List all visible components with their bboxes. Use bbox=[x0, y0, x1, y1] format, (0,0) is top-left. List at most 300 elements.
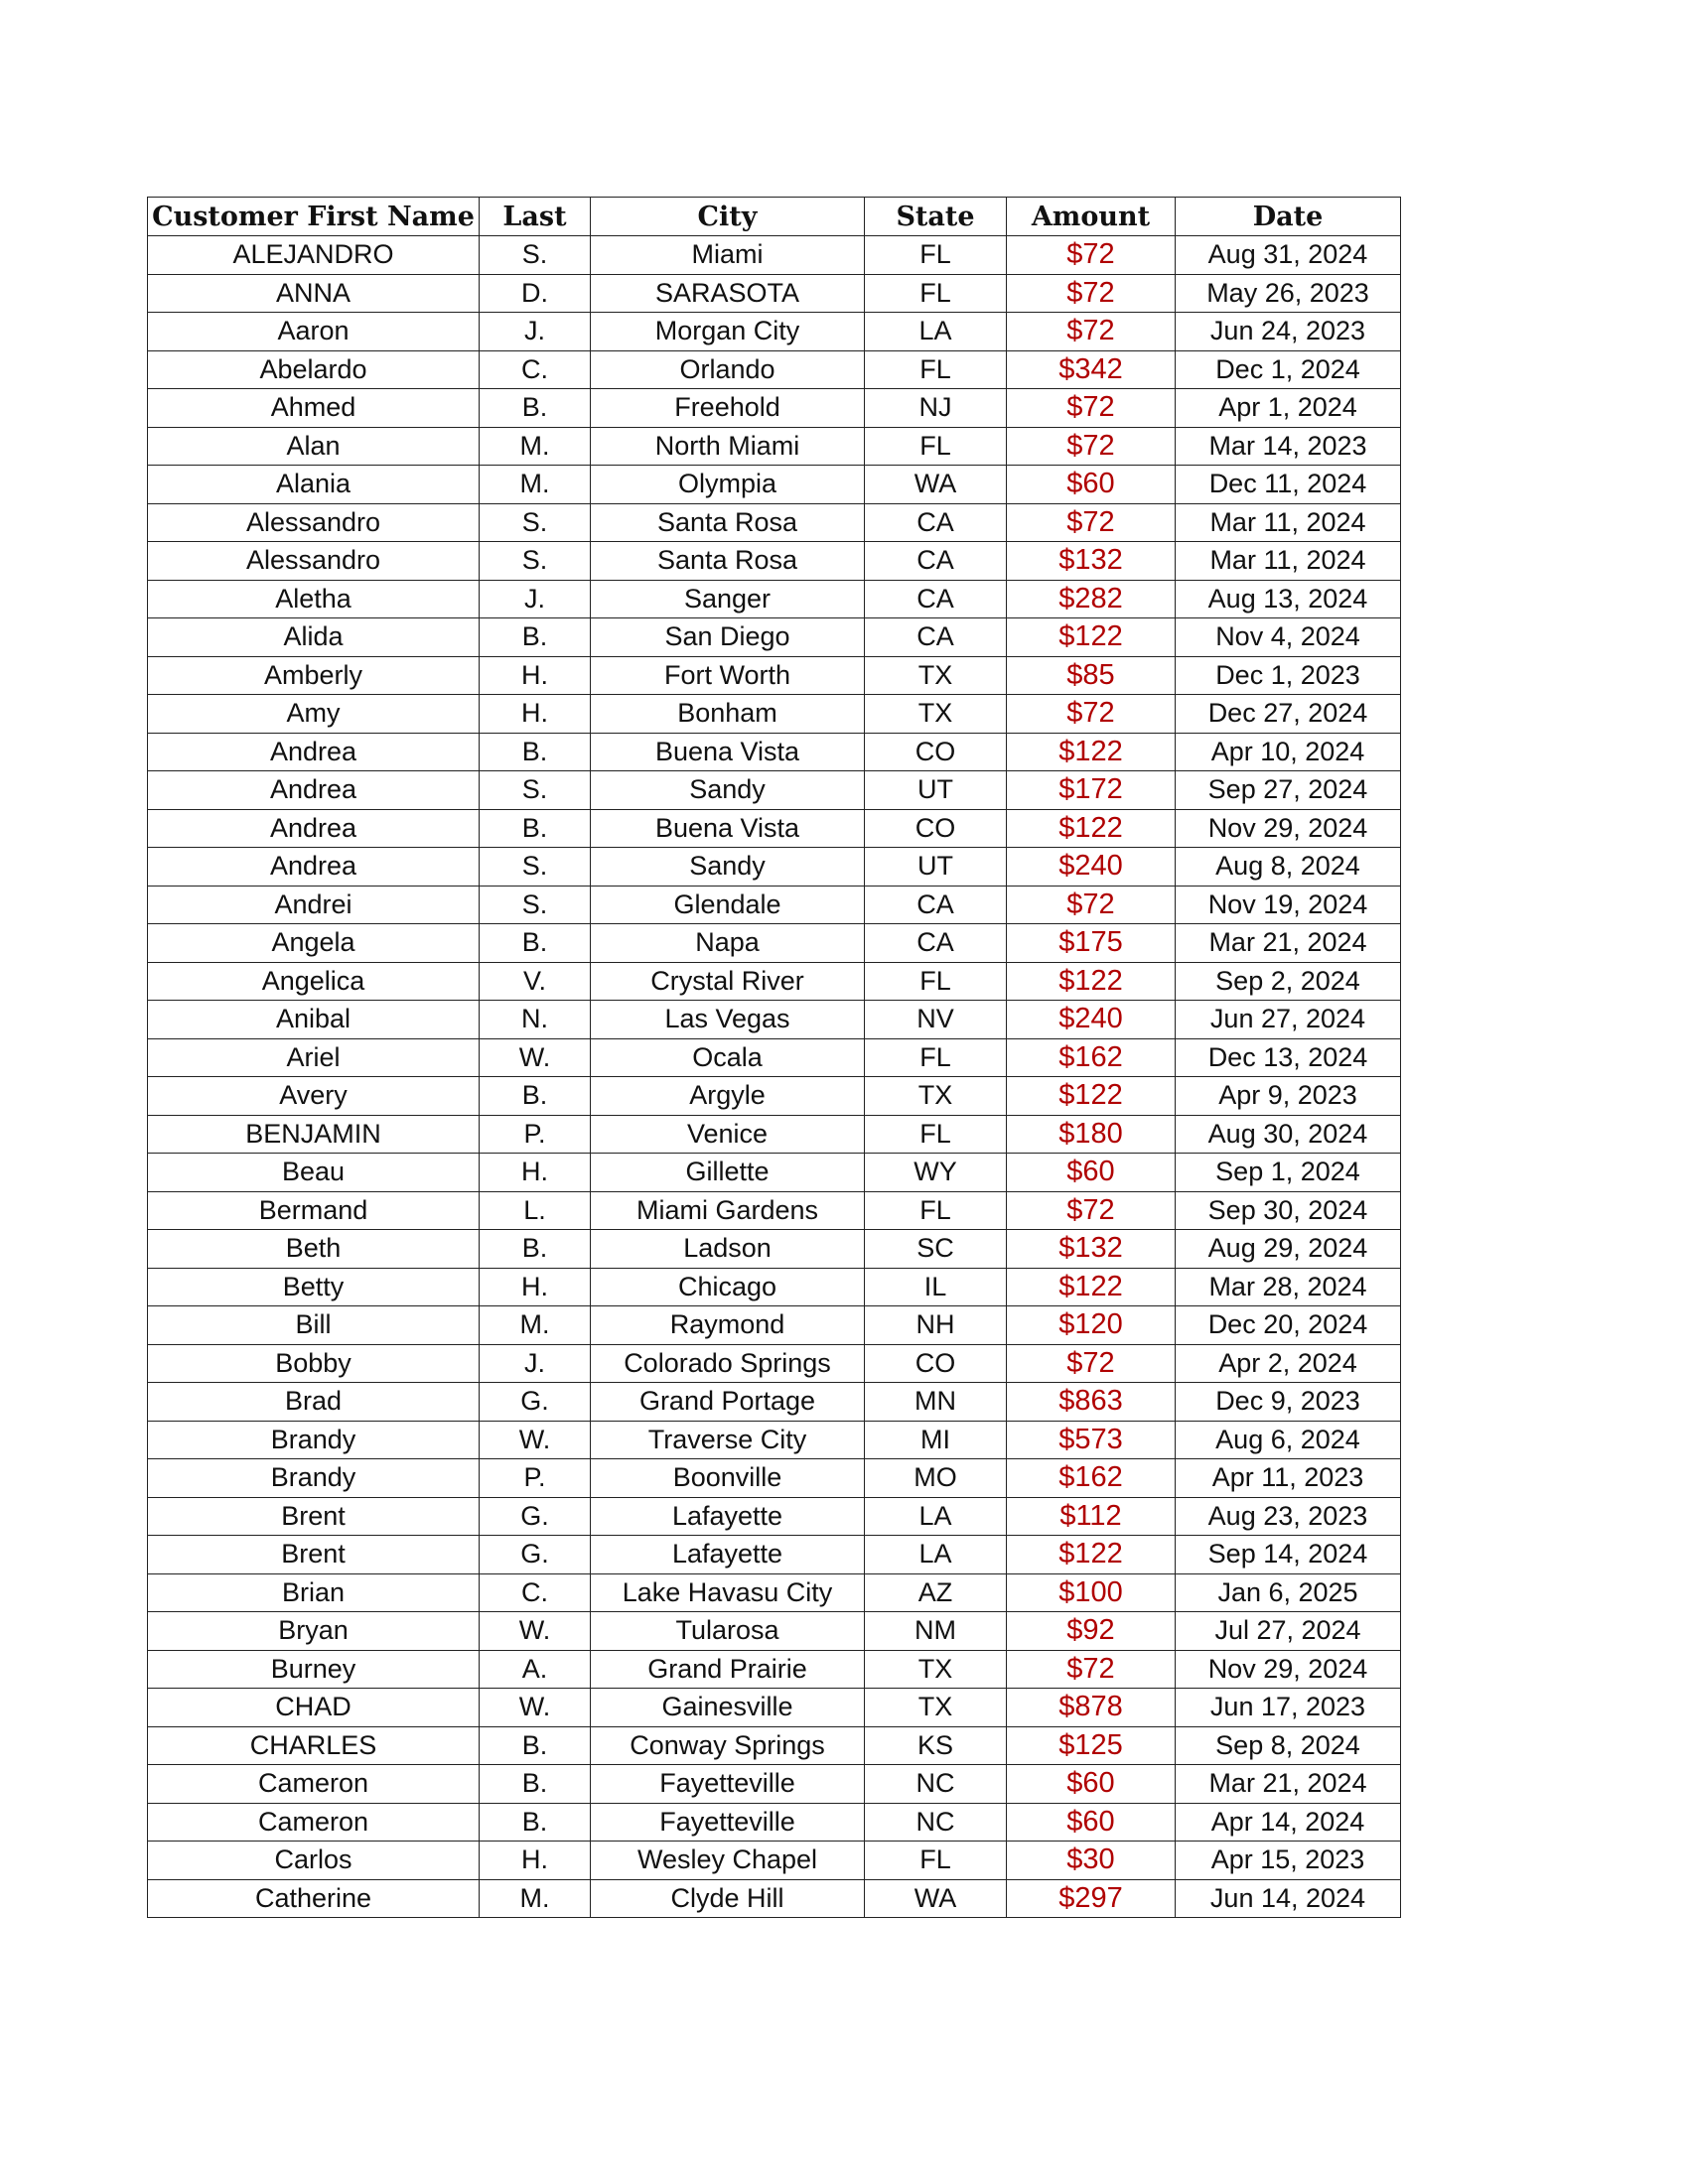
last-name-cell: L. bbox=[480, 1191, 591, 1230]
last-name-cell: P. bbox=[480, 1115, 591, 1154]
header-last: Last bbox=[480, 198, 591, 236]
city-cell: Tularosa bbox=[591, 1612, 865, 1651]
state-cell: FL bbox=[865, 350, 1007, 389]
header-first-name: Customer First Name bbox=[148, 198, 480, 236]
amount-cell: $132 bbox=[1007, 1230, 1176, 1269]
first-name-cell: Andrea bbox=[148, 809, 480, 848]
state-cell: KS bbox=[865, 1726, 1007, 1765]
date-cell: Mar 11, 2024 bbox=[1176, 503, 1401, 542]
city-cell: Conway Springs bbox=[591, 1726, 865, 1765]
state-cell: CA bbox=[865, 924, 1007, 963]
first-name-cell: Cameron bbox=[148, 1803, 480, 1842]
state-cell: NM bbox=[865, 1612, 1007, 1651]
city-cell: Colorado Springs bbox=[591, 1344, 865, 1383]
first-name-cell: Andrea bbox=[148, 771, 480, 810]
city-cell: Santa Rosa bbox=[591, 542, 865, 581]
last-name-cell: S. bbox=[480, 236, 591, 275]
date-cell: Nov 19, 2024 bbox=[1176, 886, 1401, 924]
amount-cell: $120 bbox=[1007, 1306, 1176, 1345]
city-cell: Grand Portage bbox=[591, 1383, 865, 1422]
first-name-cell: Bill bbox=[148, 1306, 480, 1345]
header-city: City bbox=[591, 198, 865, 236]
state-cell: CO bbox=[865, 733, 1007, 771]
first-name-cell: BENJAMIN bbox=[148, 1115, 480, 1154]
amount-cell: $72 bbox=[1007, 503, 1176, 542]
amount-cell: $162 bbox=[1007, 1038, 1176, 1077]
date-cell: Jun 27, 2024 bbox=[1176, 1001, 1401, 1039]
state-cell: FL bbox=[865, 274, 1007, 313]
date-cell: Aug 8, 2024 bbox=[1176, 848, 1401, 887]
city-cell: Lafayette bbox=[591, 1536, 865, 1574]
last-name-cell: M. bbox=[480, 427, 591, 466]
first-name-cell: Alan bbox=[148, 427, 480, 466]
table-row bbox=[148, 1001, 1401, 1039]
city-cell: Morgan City bbox=[591, 313, 865, 351]
table-row bbox=[148, 1842, 1401, 1880]
table-row bbox=[148, 1077, 1401, 1116]
first-name-cell: Bobby bbox=[148, 1344, 480, 1383]
state-cell: LA bbox=[865, 1536, 1007, 1574]
first-name-cell: Brad bbox=[148, 1383, 480, 1422]
last-name-cell: V. bbox=[480, 962, 591, 1001]
last-name-cell: B. bbox=[480, 1230, 591, 1269]
table-body bbox=[148, 236, 1401, 1918]
state-cell: NV bbox=[865, 1001, 1007, 1039]
table-row bbox=[148, 1459, 1401, 1498]
last-name-cell: G. bbox=[480, 1536, 591, 1574]
last-name-cell: W. bbox=[480, 1612, 591, 1651]
amount-cell: $573 bbox=[1007, 1421, 1176, 1459]
city-cell: Gainesville bbox=[591, 1689, 865, 1727]
date-cell: Jun 14, 2024 bbox=[1176, 1879, 1401, 1918]
table-row bbox=[148, 1038, 1401, 1077]
amount-cell: $60 bbox=[1007, 1765, 1176, 1804]
state-cell: SC bbox=[865, 1230, 1007, 1269]
first-name-cell: Ahmed bbox=[148, 389, 480, 428]
table-row bbox=[148, 1306, 1401, 1345]
state-cell: CA bbox=[865, 886, 1007, 924]
state-cell: LA bbox=[865, 313, 1007, 351]
table-row bbox=[148, 580, 1401, 618]
amount-cell: $180 bbox=[1007, 1115, 1176, 1154]
last-name-cell: G. bbox=[480, 1497, 591, 1536]
table-row bbox=[148, 733, 1401, 771]
table-row bbox=[148, 1497, 1401, 1536]
last-name-cell: M. bbox=[480, 466, 591, 504]
state-cell: FL bbox=[865, 1038, 1007, 1077]
city-cell: Wesley Chapel bbox=[591, 1842, 865, 1880]
amount-cell: $85 bbox=[1007, 656, 1176, 695]
amount-cell: $172 bbox=[1007, 771, 1176, 810]
last-name-cell: B. bbox=[480, 389, 591, 428]
first-name-cell: ALEJANDRO bbox=[148, 236, 480, 275]
first-name-cell: Andrea bbox=[148, 848, 480, 887]
first-name-cell: Aaron bbox=[148, 313, 480, 351]
date-cell: Dec 27, 2024 bbox=[1176, 695, 1401, 734]
amount-cell: $122 bbox=[1007, 1077, 1176, 1116]
table-row bbox=[148, 1765, 1401, 1804]
last-name-cell: J. bbox=[480, 313, 591, 351]
last-name-cell: P. bbox=[480, 1459, 591, 1498]
first-name-cell: Brent bbox=[148, 1536, 480, 1574]
first-name-cell: Angelica bbox=[148, 962, 480, 1001]
amount-cell: $60 bbox=[1007, 466, 1176, 504]
city-cell: Olympia bbox=[591, 466, 865, 504]
amount-cell: $92 bbox=[1007, 1612, 1176, 1651]
date-cell: Apr 9, 2023 bbox=[1176, 1077, 1401, 1116]
last-name-cell: H. bbox=[480, 695, 591, 734]
date-cell: Sep 2, 2024 bbox=[1176, 962, 1401, 1001]
date-cell: Nov 29, 2024 bbox=[1176, 809, 1401, 848]
last-name-cell: W. bbox=[480, 1421, 591, 1459]
first-name-cell: ANNA bbox=[148, 274, 480, 313]
table-row bbox=[148, 1689, 1401, 1727]
amount-cell: $100 bbox=[1007, 1573, 1176, 1612]
first-name-cell: Amy bbox=[148, 695, 480, 734]
last-name-cell: N. bbox=[480, 1001, 591, 1039]
amount-cell: $60 bbox=[1007, 1803, 1176, 1842]
state-cell: FL bbox=[865, 1842, 1007, 1880]
first-name-cell: Andrei bbox=[148, 886, 480, 924]
customer-table bbox=[147, 197, 1401, 1918]
city-cell: Santa Rosa bbox=[591, 503, 865, 542]
first-name-cell: Brian bbox=[148, 1573, 480, 1612]
first-name-cell: CHAD bbox=[148, 1689, 480, 1727]
date-cell: Sep 1, 2024 bbox=[1176, 1154, 1401, 1192]
last-name-cell: W. bbox=[480, 1689, 591, 1727]
city-cell: Buena Vista bbox=[591, 733, 865, 771]
amount-cell: $72 bbox=[1007, 1191, 1176, 1230]
table-header bbox=[148, 198, 1401, 236]
city-cell: Sandy bbox=[591, 771, 865, 810]
city-cell: Freehold bbox=[591, 389, 865, 428]
last-name-cell: B. bbox=[480, 924, 591, 963]
amount-cell: $125 bbox=[1007, 1726, 1176, 1765]
city-cell: Lake Havasu City bbox=[591, 1573, 865, 1612]
date-cell: Sep 30, 2024 bbox=[1176, 1191, 1401, 1230]
amount-cell: $240 bbox=[1007, 1001, 1176, 1039]
state-cell: WY bbox=[865, 1154, 1007, 1192]
amount-cell: $122 bbox=[1007, 1536, 1176, 1574]
amount-cell: $240 bbox=[1007, 848, 1176, 887]
first-name-cell: Ariel bbox=[148, 1038, 480, 1077]
header-row bbox=[148, 198, 1401, 236]
last-name-cell: W. bbox=[480, 1038, 591, 1077]
date-cell: Jul 27, 2024 bbox=[1176, 1612, 1401, 1651]
city-cell: Fayetteville bbox=[591, 1765, 865, 1804]
city-cell: Raymond bbox=[591, 1306, 865, 1345]
state-cell: MO bbox=[865, 1459, 1007, 1498]
last-name-cell: H. bbox=[480, 1268, 591, 1306]
first-name-cell: Anibal bbox=[148, 1001, 480, 1039]
last-name-cell: B. bbox=[480, 1803, 591, 1842]
date-cell: Aug 13, 2024 bbox=[1176, 580, 1401, 618]
city-cell: Sanger bbox=[591, 580, 865, 618]
state-cell: NH bbox=[865, 1306, 1007, 1345]
table-row bbox=[148, 1154, 1401, 1192]
date-cell: Aug 31, 2024 bbox=[1176, 236, 1401, 275]
amount-cell: $175 bbox=[1007, 924, 1176, 963]
city-cell: Las Vegas bbox=[591, 1001, 865, 1039]
state-cell: FL bbox=[865, 236, 1007, 275]
date-cell: Mar 11, 2024 bbox=[1176, 542, 1401, 581]
city-cell: Crystal River bbox=[591, 962, 865, 1001]
date-cell: Sep 14, 2024 bbox=[1176, 1536, 1401, 1574]
last-name-cell: H. bbox=[480, 1154, 591, 1192]
amount-cell: $122 bbox=[1007, 1268, 1176, 1306]
state-cell: NJ bbox=[865, 389, 1007, 428]
table-row bbox=[148, 771, 1401, 810]
state-cell: FL bbox=[865, 1191, 1007, 1230]
date-cell: Aug 30, 2024 bbox=[1176, 1115, 1401, 1154]
state-cell: UT bbox=[865, 848, 1007, 887]
date-cell: Jan 6, 2025 bbox=[1176, 1573, 1401, 1612]
date-cell: Dec 9, 2023 bbox=[1176, 1383, 1401, 1422]
date-cell: Dec 11, 2024 bbox=[1176, 466, 1401, 504]
last-name-cell: M. bbox=[480, 1879, 591, 1918]
last-name-cell: S. bbox=[480, 542, 591, 581]
date-cell: Apr 14, 2024 bbox=[1176, 1803, 1401, 1842]
header-amount: Amount bbox=[1007, 198, 1176, 236]
last-name-cell: B. bbox=[480, 809, 591, 848]
first-name-cell: Angela bbox=[148, 924, 480, 963]
table-row bbox=[148, 313, 1401, 351]
first-name-cell: Carlos bbox=[148, 1842, 480, 1880]
table-row bbox=[148, 962, 1401, 1001]
date-cell: Sep 27, 2024 bbox=[1176, 771, 1401, 810]
amount-cell: $72 bbox=[1007, 1344, 1176, 1383]
state-cell: CA bbox=[865, 580, 1007, 618]
amount-cell: $863 bbox=[1007, 1383, 1176, 1422]
state-cell: TX bbox=[865, 1689, 1007, 1727]
table-row bbox=[148, 886, 1401, 924]
state-cell: CO bbox=[865, 809, 1007, 848]
first-name-cell: Cameron bbox=[148, 1765, 480, 1804]
first-name-cell: Alania bbox=[148, 466, 480, 504]
last-name-cell: B. bbox=[480, 1726, 591, 1765]
date-cell: Dec 13, 2024 bbox=[1176, 1038, 1401, 1077]
city-cell: Sandy bbox=[591, 848, 865, 887]
first-name-cell: Beth bbox=[148, 1230, 480, 1269]
last-name-cell: D. bbox=[480, 274, 591, 313]
city-cell: San Diego bbox=[591, 618, 865, 657]
last-name-cell: B. bbox=[480, 1077, 591, 1116]
amount-cell: $72 bbox=[1007, 274, 1176, 313]
date-cell: Nov 29, 2024 bbox=[1176, 1650, 1401, 1689]
amount-cell: $60 bbox=[1007, 1154, 1176, 1192]
table-row bbox=[148, 1383, 1401, 1422]
first-name-cell: CHARLES bbox=[148, 1726, 480, 1765]
first-name-cell: Andrea bbox=[148, 733, 480, 771]
amount-cell: $122 bbox=[1007, 733, 1176, 771]
last-name-cell: S. bbox=[480, 771, 591, 810]
date-cell: Dec 1, 2023 bbox=[1176, 656, 1401, 695]
first-name-cell: Alessandro bbox=[148, 542, 480, 581]
city-cell: Argyle bbox=[591, 1077, 865, 1116]
table-row bbox=[148, 656, 1401, 695]
first-name-cell: Avery bbox=[148, 1077, 480, 1116]
table-row bbox=[148, 1803, 1401, 1842]
state-cell: FL bbox=[865, 962, 1007, 1001]
state-cell: CA bbox=[865, 503, 1007, 542]
table-row bbox=[148, 1879, 1401, 1918]
first-name-cell: Amberly bbox=[148, 656, 480, 695]
state-cell: UT bbox=[865, 771, 1007, 810]
date-cell: Mar 14, 2023 bbox=[1176, 427, 1401, 466]
city-cell: Lafayette bbox=[591, 1497, 865, 1536]
table-row bbox=[148, 274, 1401, 313]
date-cell: Nov 4, 2024 bbox=[1176, 618, 1401, 657]
state-cell: IL bbox=[865, 1268, 1007, 1306]
last-name-cell: S. bbox=[480, 886, 591, 924]
state-cell: MN bbox=[865, 1383, 1007, 1422]
last-name-cell: S. bbox=[480, 848, 591, 887]
amount-cell: $122 bbox=[1007, 962, 1176, 1001]
date-cell: Apr 11, 2023 bbox=[1176, 1459, 1401, 1498]
amount-cell: $878 bbox=[1007, 1689, 1176, 1727]
first-name-cell: Alessandro bbox=[148, 503, 480, 542]
date-cell: Aug 29, 2024 bbox=[1176, 1230, 1401, 1269]
date-cell: Aug 6, 2024 bbox=[1176, 1421, 1401, 1459]
city-cell: Gillette bbox=[591, 1154, 865, 1192]
city-cell: Napa bbox=[591, 924, 865, 963]
amount-cell: $282 bbox=[1007, 580, 1176, 618]
first-name-cell: Catherine bbox=[148, 1879, 480, 1918]
city-cell: Bonham bbox=[591, 695, 865, 734]
table-row bbox=[148, 542, 1401, 581]
first-name-cell: Beau bbox=[148, 1154, 480, 1192]
header-state: State bbox=[865, 198, 1007, 236]
city-cell: Ladson bbox=[591, 1230, 865, 1269]
first-name-cell: Betty bbox=[148, 1268, 480, 1306]
city-cell: Miami bbox=[591, 236, 865, 275]
amount-cell: $72 bbox=[1007, 389, 1176, 428]
date-cell: Apr 15, 2023 bbox=[1176, 1842, 1401, 1880]
table-row bbox=[148, 1115, 1401, 1154]
date-cell: Aug 23, 2023 bbox=[1176, 1497, 1401, 1536]
last-name-cell: M. bbox=[480, 1306, 591, 1345]
table-row bbox=[148, 1573, 1401, 1612]
last-name-cell: H. bbox=[480, 656, 591, 695]
date-cell: Apr 2, 2024 bbox=[1176, 1344, 1401, 1383]
last-name-cell: B. bbox=[480, 733, 591, 771]
amount-cell: $342 bbox=[1007, 350, 1176, 389]
last-name-cell: C. bbox=[480, 1573, 591, 1612]
amount-cell: $30 bbox=[1007, 1842, 1176, 1880]
date-cell: Sep 8, 2024 bbox=[1176, 1726, 1401, 1765]
state-cell: AZ bbox=[865, 1573, 1007, 1612]
amount-cell: $72 bbox=[1007, 886, 1176, 924]
table-row bbox=[148, 1612, 1401, 1651]
amount-cell: $72 bbox=[1007, 695, 1176, 734]
last-name-cell: C. bbox=[480, 350, 591, 389]
table-row bbox=[148, 503, 1401, 542]
state-cell: FL bbox=[865, 1115, 1007, 1154]
city-cell: Chicago bbox=[591, 1268, 865, 1306]
amount-cell: $72 bbox=[1007, 1650, 1176, 1689]
state-cell: CO bbox=[865, 1344, 1007, 1383]
first-name-cell: Bermand bbox=[148, 1191, 480, 1230]
amount-cell: $122 bbox=[1007, 809, 1176, 848]
date-cell: Apr 1, 2024 bbox=[1176, 389, 1401, 428]
state-cell: NC bbox=[865, 1803, 1007, 1842]
last-name-cell: B. bbox=[480, 1765, 591, 1804]
first-name-cell: Abelardo bbox=[148, 350, 480, 389]
last-name-cell: B. bbox=[480, 618, 591, 657]
first-name-cell: Aletha bbox=[148, 580, 480, 618]
amount-cell: $132 bbox=[1007, 542, 1176, 581]
last-name-cell: J. bbox=[480, 1344, 591, 1383]
first-name-cell: Brandy bbox=[148, 1421, 480, 1459]
table-row bbox=[148, 618, 1401, 657]
table-row bbox=[148, 236, 1401, 275]
amount-cell: $72 bbox=[1007, 236, 1176, 275]
state-cell: WA bbox=[865, 466, 1007, 504]
city-cell: Venice bbox=[591, 1115, 865, 1154]
state-cell: FL bbox=[865, 427, 1007, 466]
state-cell: MI bbox=[865, 1421, 1007, 1459]
amount-cell: $72 bbox=[1007, 313, 1176, 351]
table-row bbox=[148, 1726, 1401, 1765]
state-cell: CA bbox=[865, 542, 1007, 581]
header-date: Date bbox=[1176, 198, 1401, 236]
table-row bbox=[148, 350, 1401, 389]
table-row bbox=[148, 848, 1401, 887]
amount-cell: $122 bbox=[1007, 618, 1176, 657]
table-row bbox=[148, 389, 1401, 428]
date-cell: Jun 17, 2023 bbox=[1176, 1689, 1401, 1727]
amount-cell: $72 bbox=[1007, 427, 1176, 466]
state-cell: TX bbox=[865, 1077, 1007, 1116]
city-cell: Ocala bbox=[591, 1038, 865, 1077]
first-name-cell: Bryan bbox=[148, 1612, 480, 1651]
city-cell: Clyde Hill bbox=[591, 1879, 865, 1918]
first-name-cell: Alida bbox=[148, 618, 480, 657]
last-name-cell: S. bbox=[480, 503, 591, 542]
city-cell: Traverse City bbox=[591, 1421, 865, 1459]
table-row bbox=[148, 1268, 1401, 1306]
table-row bbox=[148, 1650, 1401, 1689]
city-cell: Orlando bbox=[591, 350, 865, 389]
table-row bbox=[148, 1230, 1401, 1269]
date-cell: May 26, 2023 bbox=[1176, 274, 1401, 313]
city-cell: North Miami bbox=[591, 427, 865, 466]
city-cell: SARASOTA bbox=[591, 274, 865, 313]
state-cell: CA bbox=[865, 618, 1007, 657]
first-name-cell: Brent bbox=[148, 1497, 480, 1536]
date-cell: Mar 28, 2024 bbox=[1176, 1268, 1401, 1306]
amount-cell: $297 bbox=[1007, 1879, 1176, 1918]
table-row bbox=[148, 1536, 1401, 1574]
last-name-cell: G. bbox=[480, 1383, 591, 1422]
state-cell: TX bbox=[865, 656, 1007, 695]
first-name-cell: Burney bbox=[148, 1650, 480, 1689]
last-name-cell: H. bbox=[480, 1842, 591, 1880]
state-cell: TX bbox=[865, 1650, 1007, 1689]
amount-cell: $162 bbox=[1007, 1459, 1176, 1498]
date-cell: Dec 1, 2024 bbox=[1176, 350, 1401, 389]
state-cell: WA bbox=[865, 1879, 1007, 1918]
amount-cell: $112 bbox=[1007, 1497, 1176, 1536]
city-cell: Fort Worth bbox=[591, 656, 865, 695]
city-cell: Glendale bbox=[591, 886, 865, 924]
state-cell: NC bbox=[865, 1765, 1007, 1804]
date-cell: Mar 21, 2024 bbox=[1176, 1765, 1401, 1804]
city-cell: Buena Vista bbox=[591, 809, 865, 848]
table-row bbox=[148, 809, 1401, 848]
table-row bbox=[148, 466, 1401, 504]
city-cell: Fayetteville bbox=[591, 1803, 865, 1842]
